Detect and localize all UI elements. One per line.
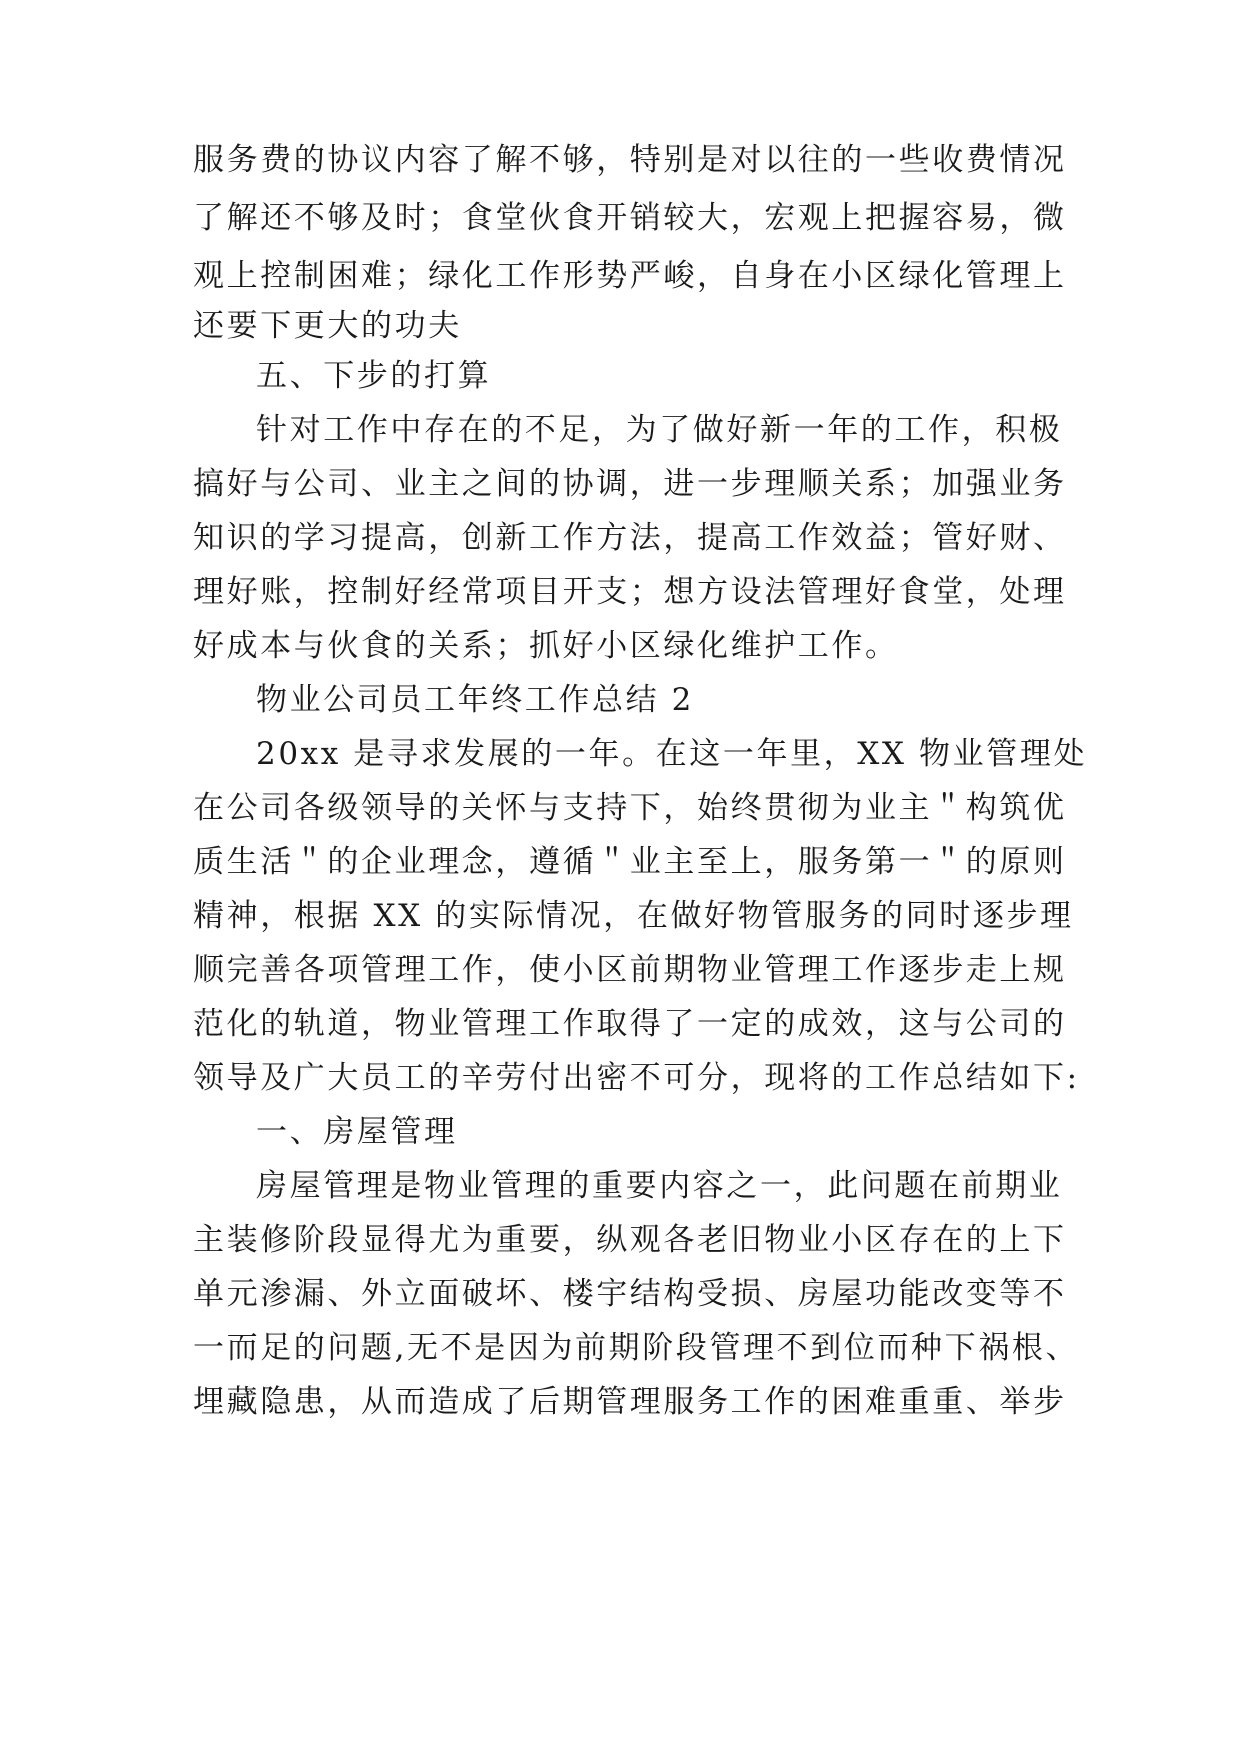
paragraph-line: 理好账，控制好经常项目开支；想方设法管理好食堂，处理 — [193, 574, 1067, 610]
paragraph-line: 观上控制困难；绿化工作形势严峻，自身在小区绿化管理上 — [193, 258, 1067, 294]
paragraph-line: 主装修阶段显得尤为重要，纵观各老旧物业小区存在的上下 — [193, 1222, 1067, 1258]
paragraph-line: 针对工作中存在的不足，为了做好新一年的工作，积极 — [256, 412, 1063, 448]
paragraph-line: 一而足的问题,无不是因为前期阶段管理不到位而种下祸根、 — [193, 1330, 1080, 1366]
paragraph-line: 知识的学习提高，创新工作方法，提高工作效益；管好财、 — [193, 520, 1067, 556]
paragraph-line: 质生活＂的企业理念，遵循＂业主至上，服务第一＂的原则 — [193, 844, 1067, 880]
paragraph-line: 好成本与伙食的关系；抓好小区绿化维护工作。 — [193, 628, 899, 664]
document-title: 物业公司员工年终工作总结 2 — [256, 682, 694, 718]
paragraph-line: 顺完善各项管理工作，使小区前期物业管理工作逐步走上规 — [193, 952, 1067, 988]
paragraph-line: 房屋管理是物业管理的重要内容之一，此问题在前期业 — [256, 1168, 1063, 1204]
paragraph-line: 领导及广大员工的辛劳付出密不可分，现将的工作总结如下: — [193, 1060, 1080, 1096]
paragraph-line: 服务费的协议内容了解不够，特别是对以往的一些收费情况 — [193, 142, 1067, 178]
paragraph-line: 搞好与公司、业主之间的协调，进一步理顺关系；加强业务 — [193, 466, 1067, 502]
paragraph-line: 了解还不够及时；食堂伙食开销较大，宏观上把握容易，微 — [193, 200, 1067, 236]
paragraph-line: 还要下更大的功夫 — [193, 308, 462, 344]
paragraph-line: 埋藏隐患，从而造成了后期管理服务工作的困难重重、举步 — [193, 1384, 1067, 1420]
paragraph-line: 20xx 是寻求发展的一年。在这一年里，XX 物业管理处 — [256, 736, 1088, 772]
section-heading: 一、房屋管理 — [256, 1114, 458, 1150]
paragraph-line: 单元渗漏、外立面破坏、楼宇结构受损、房屋功能改变等不 — [193, 1276, 1067, 1312]
paragraph-line: 范化的轨道，物业管理工作取得了一定的成效，这与公司的 — [193, 1006, 1067, 1042]
paragraph-line: 在公司各级领导的关怀与支持下，始终贯彻为业主＂构筑优 — [193, 790, 1067, 826]
paragraph-line: 精神，根据 XX 的实际情况，在做好物管服务的同时逐步理 — [193, 898, 1074, 934]
section-heading: 五、下步的打算 — [256, 358, 492, 394]
